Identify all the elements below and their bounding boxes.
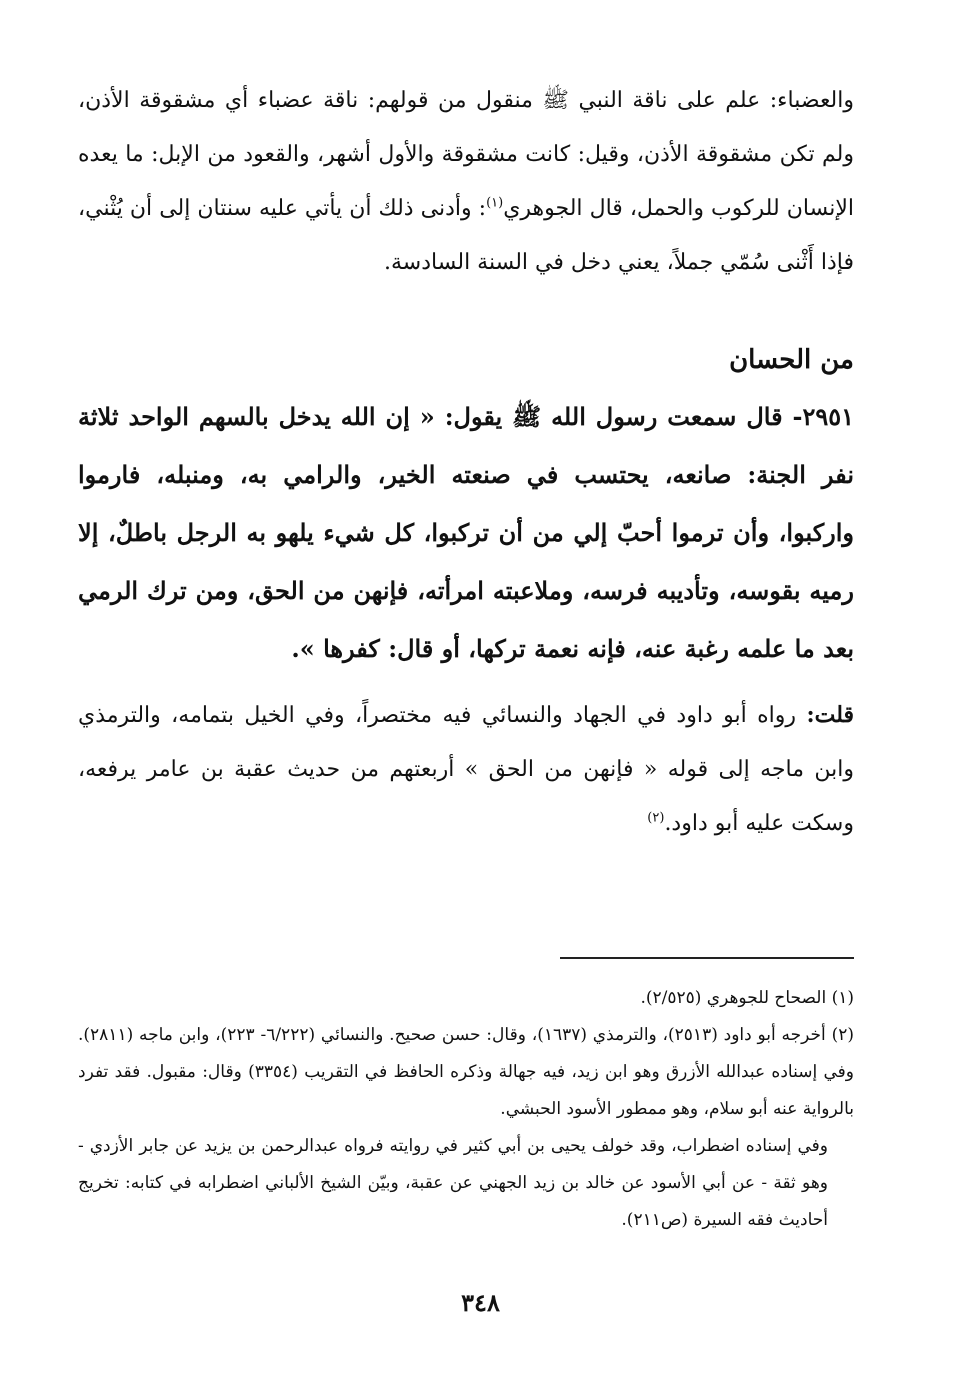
footnote-ref-1[interactable]: (١): [486, 195, 504, 211]
intro-text-part1: والعضباء: علم على ناقة النبي ﷺ منقول من قولهم: ناقة عضباء أي مشقوقة الأذن، ولم تكن مشقوقة الأذن، وقيل: كانت مشقوقة والأول أشهر، والقعود من الإبل: ما يعده الإنسان للركوب والحمل، قال الجوهري: [78, 88, 854, 221]
page-number: ٣٤٨: [461, 1288, 500, 1317]
hadith-paragraph: [78, 388, 854, 678]
footnote-1: (١) الصحاح للجوهري (٢/٥٢٥).: [640, 988, 854, 1008]
intro-text-part2: : وأدنى ذلك أن يأتي عليه سنتان إلى أن يُثْني، فإذا أَثْنى سُمّي جملاً، يعني دخل في السنة السادسة.: [78, 196, 854, 275]
commentary-lead: قلت:: [806, 702, 854, 728]
footnote-divider: [560, 957, 854, 959]
footnote-ref-2[interactable]: (٢): [647, 810, 665, 826]
hadith-text: ٢٩٥١- قال سمعت رسول الله ﷺ يقول: « إن الله يدخل بالسهم الواحد ثلاثة نفر الجنة: صانعه، يحتسب في صنعته الخير، والرامي به، ومنبله، فارموا واركبوا، وأن ترموا أحبّ إلي من أن تركبوا، كل شيء يلهو به الرجل باطلٌ، إلا رميه بقوسه، وتأديبه فرسه، وملاعبته امرأته، فإنهن من الحق، ومن ترك الرمي بعد ما علمه رغبة عنه، فإنه نعمة تركها، أو قال: كفرها ».: [78, 402, 854, 663]
footnote-2-continued: وفي إسناده اضطراب، وقد خولف يحيى بن أبي كثير في روايته فرواه عبدالرحمن بن يزيد عن جابر الأزدي - وهو ثقة - عن أبي الأسود عن خالد بن زيد الجهني عن عقبة، وبيّن الشيخ الألباني اضطرابه في كتابه: تخريج أحاديث فقه السيرة (ص٢١١).: [78, 1136, 828, 1230]
footnote-2-main: (٢) أخرجه أبو داود (٢٥١٣)، والترمذي (١٦٣٧)، وقال: حسن صحيح. والنسائي (٦/٢٢٢- ٢٢٣)، وابن ماجه (٢٨١١). وفي إسناده عبدالله الأزرق وهو ابن زيد، فيه جهالة وذكره الحافظ في التقريب (٣٣٥٤) وقال: مقبول. فقد تفرد بالرواية عنه أبو سلام، وهو ممطور الأسود الحبشي.: [78, 1025, 854, 1119]
commentary-paragraph: [78, 688, 854, 851]
intro-paragraph: [78, 74, 854, 290]
section-title: من الحسان: [729, 345, 854, 375]
commentary-text: رواه أبو داود في الجهاد والنسائي فيه مختصراً، وفي الخيل بتمامه، والترمذي وابن ماجه إلى قوله « فإنهن من الحق » أربعتهم من حديث عقبة بن عامر يرفعه، وسكت عليه أبو داود.: [78, 703, 854, 836]
footnotes: [78, 980, 854, 1239]
